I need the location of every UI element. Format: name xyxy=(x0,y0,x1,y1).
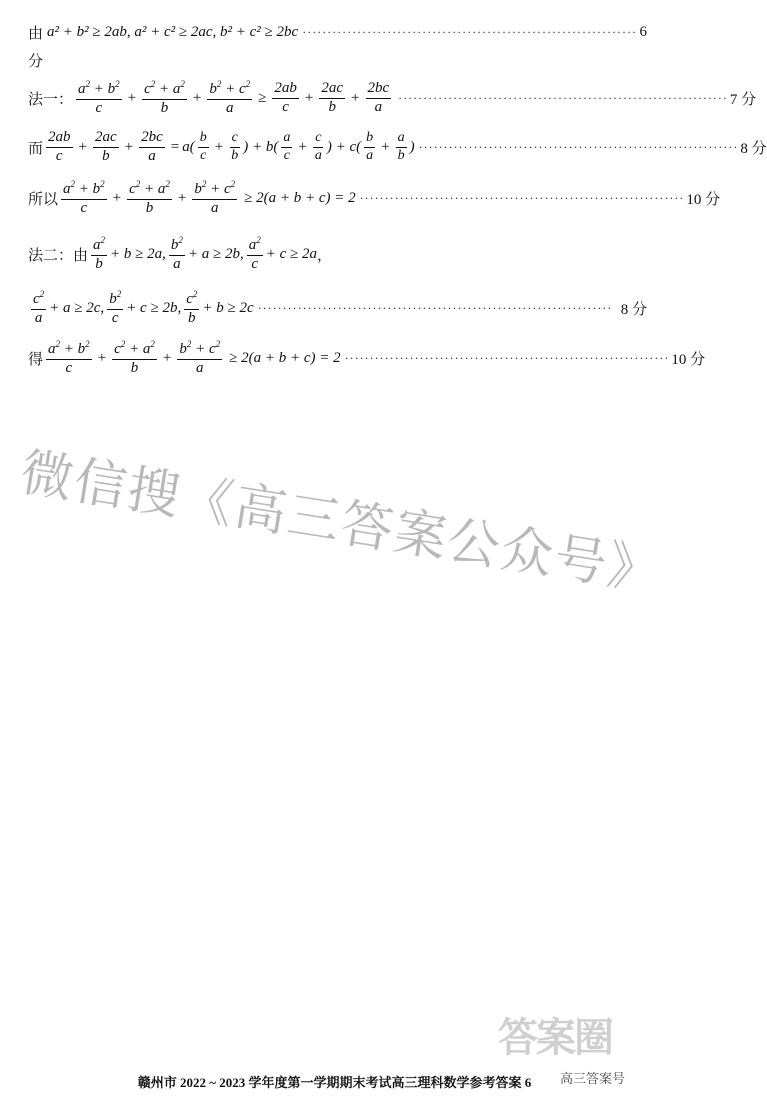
score-10b: 10 分 xyxy=(671,351,706,368)
leader-dots: ································································· xyxy=(359,190,685,205)
fraction: $\frac{a^2 + b^2}{c}$ xyxy=(63,179,105,216)
fraction: $\frac{c^2 + a^2}{b}$ xyxy=(144,79,185,116)
fraction: $\frac{c^2 + a^2}{b}$ xyxy=(114,339,155,376)
fraction: $\frac{b^2 + c^2}{a}$ xyxy=(179,339,221,376)
leader-dots: ······································································· xyxy=(257,300,613,315)
leader-dots: ································································· xyxy=(344,350,670,365)
score-8: 8 分 xyxy=(740,140,767,157)
site-logo: 答案圈 xyxy=(498,1015,612,1061)
line-5-tail: ， xyxy=(317,247,333,264)
site-logo-subtitle: 高三答案号 xyxy=(560,1072,626,1087)
line-1 xyxy=(28,22,647,43)
score-unit: 分 xyxy=(28,54,44,70)
fraction: $\frac{c^2}{a}$ xyxy=(33,289,45,326)
fraction: $\frac{a^2 + b^2}{c}$ xyxy=(78,79,120,116)
page-footer: 赣州市 2022 ~ 2023 学年度第一学期期末考试高三理科数学参考答案 6 xyxy=(137,1075,532,1090)
leader-dots: ································································ xyxy=(418,139,739,154)
fraction: $\frac{a^2}{b}$ xyxy=(93,235,106,272)
fraction: $\frac{2bc}{a}$ xyxy=(367,80,390,115)
line-3: 而 $\frac{2ab}{c}$ + $\frac{2ac}{b}$ + $\frac{2bc}{a}$ = a( $\frac{b}{c}$ + $\frac{c}{b}$ ) + b( $\frac{a}{c}$ + $\frac{c}{a}$ ) + c( $\frac{b}{a}$ + $\frac{a}{b}$ ) ································································ 8 分 xyxy=(28,129,767,164)
line-4-prefix: 所以 xyxy=(28,191,59,208)
line-7-rhs: ≥ 2(a + b + c) = 2 xyxy=(229,349,341,366)
line-3-prefix: 而 xyxy=(28,140,44,157)
method-one-label: 法一： xyxy=(28,91,74,108)
fraction: $\frac{b^2 + c^2}{a}$ xyxy=(194,179,236,216)
fraction: $\frac{2ab}{c}$ xyxy=(48,129,71,164)
line-4-rhs: ≥ 2(a + b + c) = 2 xyxy=(244,189,356,206)
leader-dots: ··································································· xyxy=(302,25,637,39)
line-7: 得 $\frac{a^2 + b^2}{c}$ + $\frac{c^2 + a^2}{b}$ + $\frac{b^2 + c^2}{a}$ ≥ 2(a + b + c) = 2 ································································· 10 分 xyxy=(28,339,706,376)
leader-dots: ·································································· xyxy=(398,90,728,105)
fraction: $\frac{a^2 + b^2}{c}$ xyxy=(48,339,90,376)
line-5: 法二：由 $\frac{a^2}{b}$ + b ≥ 2a, $\frac{b^2}{a}$ + a ≥ 2b, $\frac{a^2}{c}$ + c ≥ 2a ， xyxy=(28,235,333,272)
fraction: $\frac{2ac}{b}$ xyxy=(94,129,117,164)
fraction: $\frac{c^2 + a^2}{b}$ xyxy=(129,179,170,216)
fraction: $\frac{a^2}{c}$ xyxy=(248,235,261,272)
fraction: $\frac{2bc}{a}$ xyxy=(141,129,163,164)
line-2: 法一： $\frac{a^2 + b^2}{c}$ + $\frac{c^2 + a^2}{b}$ + $\frac{b^2 + c^2}{a}$ ≥ $\frac{2ab}{c}$ + $\frac{2ac}{b}$ + $\frac{2bc}{a}$ ·································································· 7 分 xyxy=(28,79,757,116)
fraction: $\frac{2ac}{b}$ xyxy=(321,80,344,115)
score-7: 7 分 xyxy=(729,91,757,108)
line-1-prefix: 由 xyxy=(28,26,44,42)
watermark-text: 微信搜《高三答案公众号》 xyxy=(16,442,667,604)
line-6: $\frac{c^2}{a}$ + a ≥ 2c, $\frac{b^2}{c}$ + c ≥ 2b, $\frac{c^2}{b}$ + b ≥ 2c ······································································· 8 分 xyxy=(33,289,647,326)
line-4: 所以 $\frac{a^2 + b^2}{c}$ + $\frac{c^2 + a^2}{b}$ + $\frac{b^2 + c^2}{a}$ ≥ 2(a + b + c) = 2 ································································· 10 分 xyxy=(28,179,721,216)
line-1-continued xyxy=(28,50,647,71)
score-6: 6 xyxy=(639,24,647,40)
score-10: 10 分 xyxy=(686,191,721,208)
fraction: $\frac{b^2 + c^2}{a}$ xyxy=(209,79,251,116)
score-8b: 8 分 xyxy=(620,301,647,318)
method-two-label: 法二：由 xyxy=(28,247,89,264)
line-7-prefix: 得 xyxy=(28,351,44,368)
fraction: $\frac{2ab}{c}$ xyxy=(274,80,297,115)
fraction: $\frac{b^2}{c}$ xyxy=(109,289,122,326)
fraction: $\frac{b^2}{a}$ xyxy=(170,235,183,272)
line-1-math: a² + b² ≥ 2ab, a² + c² ≥ 2ac, b² + c² ≥ 2bc xyxy=(47,24,299,40)
fraction: $\frac{c^2}{b}$ xyxy=(186,289,198,326)
